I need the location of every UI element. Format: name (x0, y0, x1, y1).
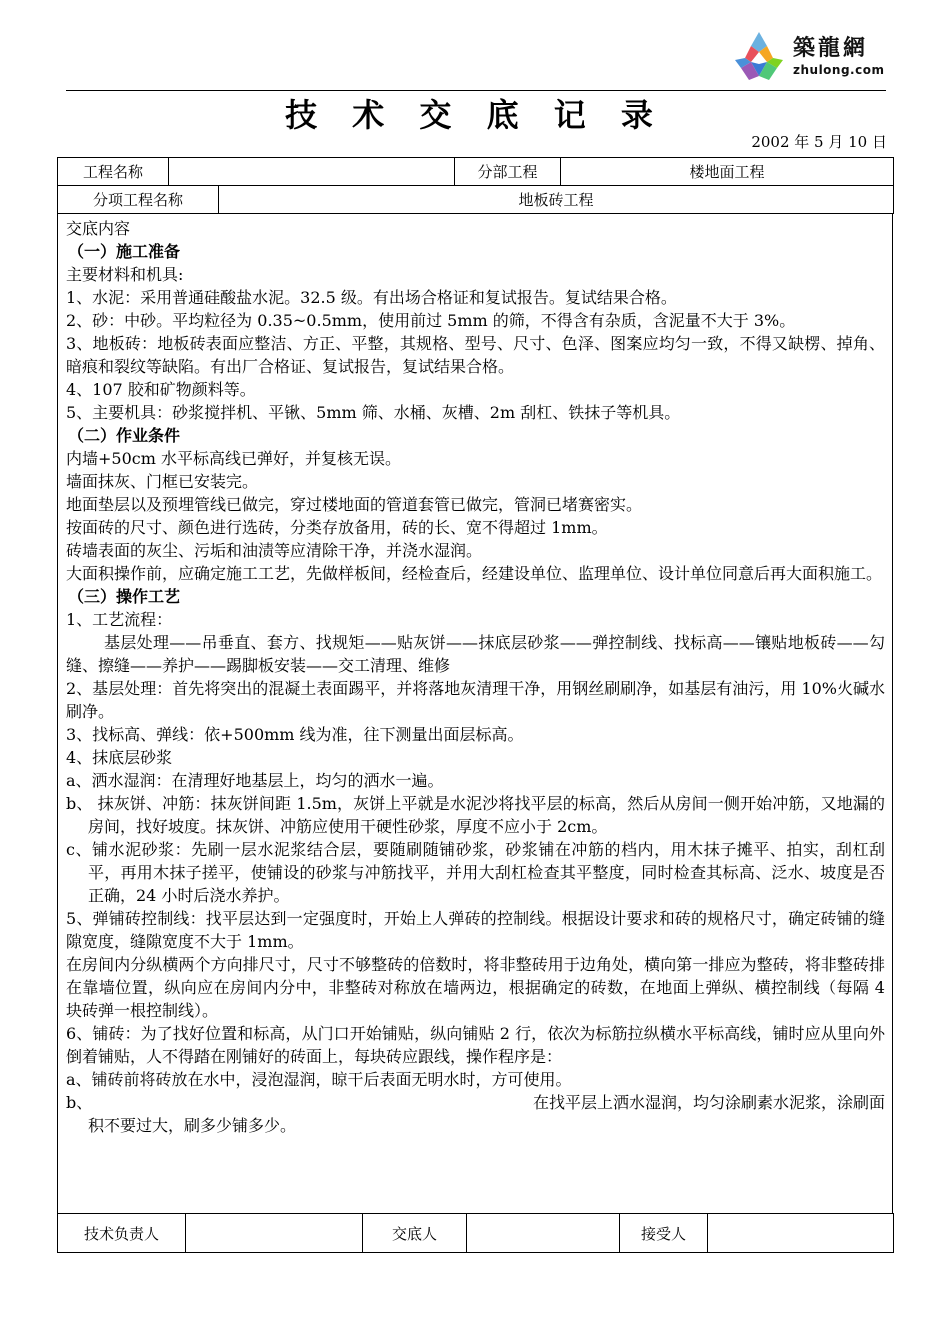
paragraph: 砖墙表面的灰尘、污垢和油渍等应清除干净，并浇水湿润。 (66, 541, 483, 560)
document-title: 技 术 交 底 记 录 (285, 96, 665, 134)
project-name-label: 工程名称 (58, 158, 169, 186)
subitem-value: 地板砖工程 (219, 186, 894, 214)
list-item-b-row (66, 1091, 885, 1114)
paragraph: 2、基层处理：首先将突出的混凝土表面踢平，并将落地灰清理干净，用钢丝刷刷净，如基层有油污，用 10%火碱水刷净。 (66, 679, 885, 721)
paragraph: 按面砖的尺寸、颜色进行选砖，分类存放备用，砖的长、宽不得超过 1mm。 (66, 518, 608, 537)
list-item-label: b、 (66, 1093, 93, 1112)
paragraph: 主要材料和机具: (66, 265, 184, 284)
list-item: b、 抹灰饼、冲筋：抹灰饼间距 1.5m，灰饼上平就是水泥沙将找平层的标高，然后从房间一侧开始冲筋，又地漏的房间，找好坡度。抹灰饼、冲筋应使用干硬性砂浆，厚度不应小于 2cm。 (66, 794, 885, 836)
paragraph: 地面垫层以及预埋管线已做完，穿过楼地面的管道套管已做完，管洞已堵赛密实。 (66, 495, 643, 514)
info-row-subitem (58, 186, 894, 214)
paragraph: 墙面抹灰、门框已安装完。 (66, 472, 259, 491)
paragraph: 2、砂：中砂。平均粒径为 0.35~0.5mm，使用前过 5mm 的筛，不得含有杂质，含泥量不大于 3%。 (66, 311, 796, 330)
paragraph: 5、弹铺砖控制线：找平层达到一定强度时，开始上人弹砖的控制线。根据设计要求和砖的规格尺寸，确定砖铺的缝隙宽度，缝隙宽度不大于 1mm。 (66, 909, 885, 951)
logo-name-cn: 築龍網 (793, 36, 869, 61)
list-item: a、洒水湿润：在清理好地基层上，均匀的洒水一遍。 (66, 771, 444, 790)
paragraph: 3、找标高、弹线：依+500mm 线为准，往下测量出面层标高。 (66, 725, 524, 744)
list-item: a、铺砖前将砖放在水中，浸泡湿润，晾干后表面无明水时，方可使用。 (66, 1070, 572, 1089)
division-value: 楼地面工程 (561, 158, 894, 186)
disclosure-content-box (57, 213, 893, 1213)
disclosure-content (58, 213, 892, 1137)
subitem-label: 分项工程名称 (58, 186, 219, 214)
document-date: 2002 年 5 月 10 日 (751, 133, 887, 151)
tech-lead-signature (186, 1214, 363, 1253)
paragraph: 4、107 胶和矿物颜料等。 (66, 380, 256, 399)
receiver-label: 接受人 (620, 1214, 708, 1253)
zhulong-logo-text (793, 36, 884, 78)
info-table (57, 157, 894, 186)
tech-lead-label: 技术负责人 (58, 1214, 186, 1253)
paragraph: 在房间内分纵横两个方向排尺寸，尺寸不够整砖的倍数时，将非整砖用于边角处，横向第一排应为整砖，将非整砖排在靠墙位置，纵向应在房间内分中，非整砖对称放在墙两边，根据确定的砖数，在地面上弹纵、横控制线（每隔 4 块砖弹一根控制线）。 (66, 955, 885, 1020)
signature-row (58, 1214, 894, 1253)
paragraph: 内墙+50cm 水平标高线已弹好，并复核无误。 (66, 449, 401, 468)
section-title-preparation: （一）施工准备 (68, 242, 181, 261)
process-flow: 基层处理——吊垂直、套方、找规矩——贴灰饼——抹底层砂浆——弹控制线、找标高——镶贴地板砖——勾缝、擦缝——养护——踢脚板安装——交工清理、维修 (66, 633, 885, 675)
section-title-process: （三）操作工艺 (68, 587, 181, 606)
info-row-project (58, 158, 894, 186)
paragraph: 大面积操作前，应确定施工工艺，先做样板间，经检查后，经建设单位、监理单位、设计单位同意后再大面积施工。 (66, 564, 883, 583)
section-title-conditions: （二）作业条件 (68, 426, 181, 445)
receiver-signature (708, 1214, 894, 1253)
list-item-text: 在找平层上洒水湿润，均匀涂刷素水泥浆，涂刷面 (532, 1093, 885, 1112)
division-label: 分部工程 (455, 158, 561, 186)
paragraph: 5、主要机具：砂浆搅拌机、平锹、5mm 筛、水桶、灰槽、2m 刮杠、铁抹子等机具。 (66, 403, 681, 422)
paragraph: 4、抹底层砂浆 (66, 748, 173, 767)
project-name-value (169, 158, 455, 186)
paragraph: 6、铺砖：为了找好位置和标高，从门口开始铺贴，纵向铺贴 2 行，依次为标筋拉纵横水平标高线，铺时应从里向外倒着铺贴，人不得踏在刚铺好的砖面上，每块砖应跟线，操作程序是： (66, 1024, 885, 1066)
logo-domain: zhulong.com (793, 63, 885, 77)
presenter-label: 交底人 (363, 1214, 467, 1253)
content-heading: 交底内容 (66, 219, 131, 238)
signature-table (57, 1213, 894, 1253)
paragraph: 1、工艺流程： (66, 610, 173, 629)
presenter-signature (467, 1214, 620, 1253)
list-item: c、铺水泥砂浆：先刷一层水泥浆结合层，要随刷随铺砂浆，砂浆铺在冲筋的档内，用木抹子摊平、拍实，刮杠刮平，再用木抹子搓平，使铺设的砂浆与冲筋找平，并用大刮杠检查其平整度，同时检查其标高、泛水、坡度是否正确，24 小时后浇水养护。 (66, 840, 885, 905)
paragraph: 1、水泥：采用普通硅酸盐水泥。32.5 级。有出场合格证和复试报告。复试结果合格。 (66, 288, 677, 307)
paragraph: 3、地板砖：地板砖表面应整洁、方正、平整，其规格、型号、尺寸、色泽、图案应均匀一致，不得又缺楞、掉角、暗痕和裂纹等缺陷。有出厂合格证、复试报告，复试结果合格。 (66, 334, 885, 376)
header-rule (66, 90, 886, 91)
list-item-continuation: 积不要过大，刷多少铺多少。 (88, 1116, 297, 1135)
info-table-subitem (57, 185, 894, 214)
